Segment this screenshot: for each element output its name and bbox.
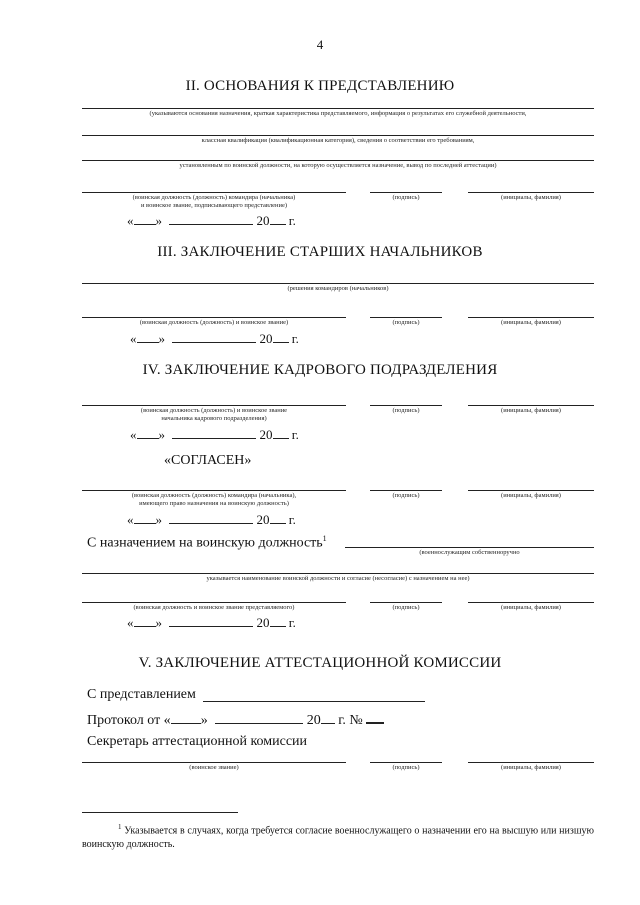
caption: (военнослужащим собственноручно <box>419 549 520 556</box>
caption: (воинская должность (должность) и воинское звание) <box>139 319 289 326</box>
field-line[interactable] <box>82 135 594 136</box>
signature-position-line[interactable] <box>82 762 346 763</box>
date-field[interactable]: « » 20 г. <box>127 213 296 228</box>
secretary-label: Секретарь аттестационной комиссии <box>87 734 308 749</box>
caption: (подпись) <box>392 407 420 414</box>
signature-line[interactable] <box>370 602 442 603</box>
caption: (инициалы, фамилия) <box>501 492 561 499</box>
field-line[interactable] <box>82 108 594 109</box>
caption: (инициалы, фамилия) <box>501 407 561 414</box>
date-field[interactable]: « » 20 г. <box>127 615 296 630</box>
field-line[interactable] <box>345 547 594 548</box>
name-line[interactable] <box>468 405 594 406</box>
signature-line[interactable] <box>370 405 442 406</box>
caption: (воинское звание) <box>189 764 239 771</box>
signature-line[interactable] <box>370 762 442 763</box>
caption: (подпись) <box>392 604 420 611</box>
section-3-title: III. ЗАКЛЮЧЕНИЕ СТАРШИХ НАЧАЛЬНИКОВ <box>157 244 483 260</box>
caption: (инициалы, фамилия) <box>501 319 561 326</box>
caption: указывается наименование воинской должности и согласие (несогласие) с назначением на нее) <box>206 575 470 582</box>
caption: (воинская должность (должность) командира (начальника), имеющего право назначения на воинскую должность) <box>131 492 297 507</box>
signature-line[interactable] <box>370 490 442 491</box>
assign-label: С назначением на воинскую должность$^1$ <box>87 534 327 551</box>
caption: (инициалы, фамилия) <box>501 604 561 611</box>
signature-position-line[interactable] <box>82 192 346 193</box>
footnote-separator <box>82 812 238 813</box>
name-line[interactable] <box>468 317 594 318</box>
name-line[interactable] <box>468 490 594 491</box>
field-line[interactable] <box>82 160 594 161</box>
protocol-field[interactable]: Протокол от « » 20 г. № <box>87 710 384 729</box>
signature-position-line[interactable] <box>82 490 346 491</box>
date-field[interactable]: « » 20 г. <box>127 512 296 527</box>
agreed-label: «СОГЛАСЕН» <box>164 453 252 468</box>
name-line[interactable] <box>468 762 594 763</box>
signature-line[interactable] <box>370 317 442 318</box>
caption: (инициалы, фамилия) <box>501 194 561 201</box>
field-line[interactable] <box>82 283 594 284</box>
caption: (решения командиров (начальников) <box>287 285 389 292</box>
field-line[interactable] <box>82 573 594 574</box>
signature-position-line[interactable] <box>82 317 346 318</box>
name-line[interactable] <box>468 602 594 603</box>
signature-position-line[interactable] <box>82 602 346 603</box>
name-line[interactable] <box>468 192 594 193</box>
footnote: $^1$ Указывается в случаях, когда требуется согласие военнослужащего о назначении его на высшую или низшую воинскую должность. <box>82 823 594 851</box>
caption: (подпись) <box>392 319 420 326</box>
caption: (указываются основания назначения, краткая характеристика представляемого, информация о результатах его служебной деятельности, <box>149 110 527 117</box>
caption: (подпись) <box>392 764 420 771</box>
caption: установленным по воинской должности, на которую осуществляется назначение, вывод по последней аттестации) <box>179 162 497 169</box>
caption: (подпись) <box>392 194 420 201</box>
caption: (воинская должность и воинское звание представляемого) <box>133 604 295 611</box>
signature-line[interactable] <box>370 192 442 193</box>
signature-position-line[interactable] <box>82 405 346 406</box>
caption: (воинская должность (должность) командира (начальника) и воинское звание, подписывающего представление) <box>132 194 296 209</box>
caption: (инициалы, фамилия) <box>501 764 561 771</box>
with-representation-label: С представлением <box>87 687 196 702</box>
date-field[interactable]: « » 20 г. <box>130 427 299 442</box>
section-4-title: IV. ЗАКЛЮЧЕНИЕ КАДРОВОГО ПОДРАЗДЕЛЕНИЯ <box>142 362 498 378</box>
section-2-title: II. ОСНОВАНИЯ К ПРЕДСТАВЛЕНИЮ <box>185 78 455 94</box>
section-5-title: V. ЗАКЛЮЧЕНИЕ АТТЕСТАЦИОННОЙ КОМИССИИ <box>138 655 502 671</box>
date-field[interactable]: « » 20 г. <box>130 331 299 346</box>
page-number: 4 <box>316 37 324 52</box>
representation-field[interactable] <box>203 701 425 702</box>
caption: классная квалификация (квалификационная категория), сведения о соответствии его требованиям, <box>201 137 475 144</box>
caption: (подпись) <box>392 492 420 499</box>
caption: (воинская должность (должность) и воинское звание начальника кадрового подразделения) <box>140 407 288 422</box>
